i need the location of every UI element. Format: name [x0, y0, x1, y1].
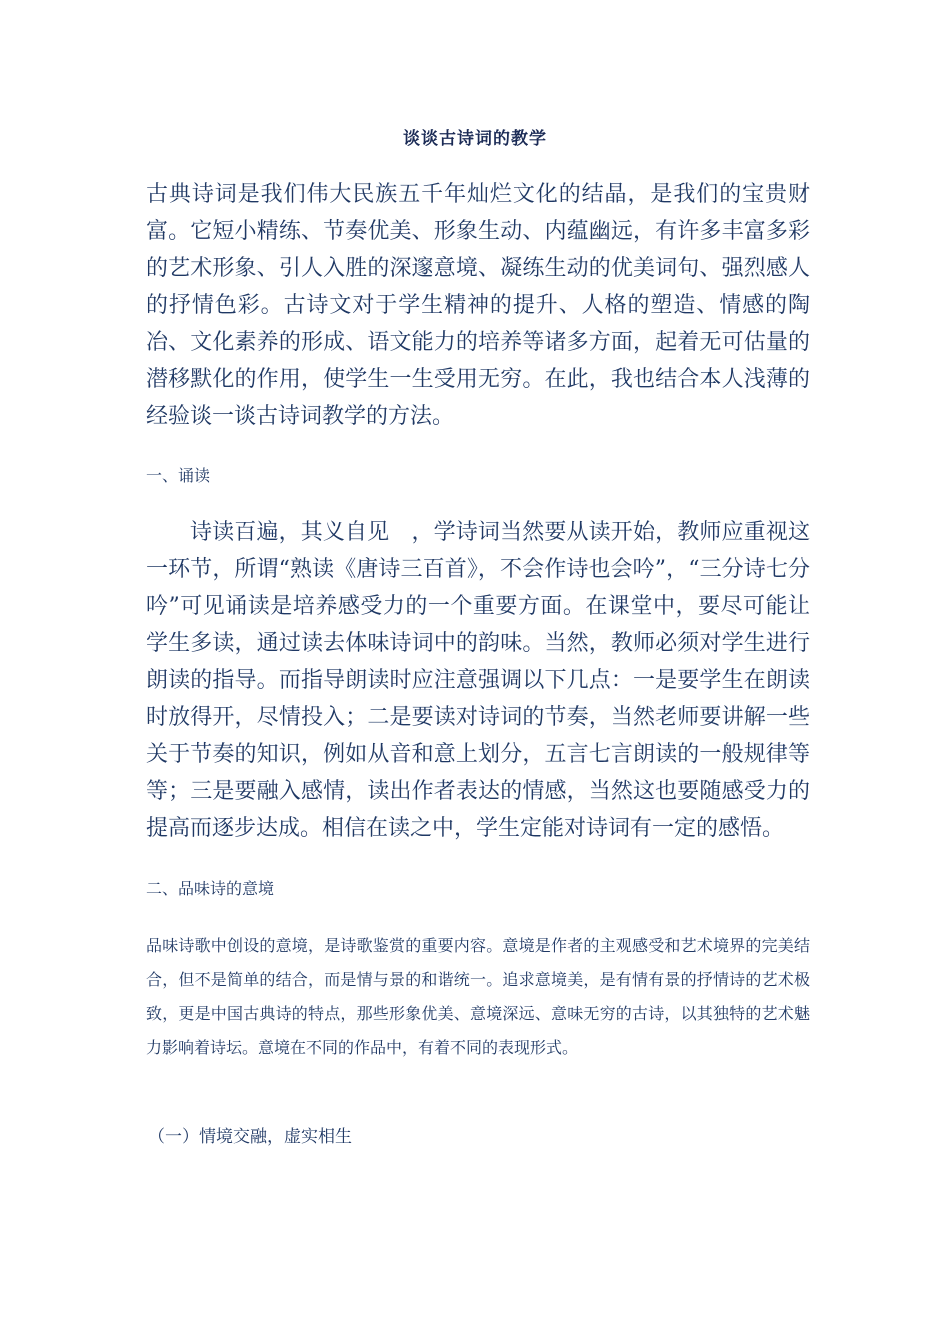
section-heading-recitation: 一、诵读 [146, 466, 211, 485]
document-title: 谈谈古诗词的教学 [403, 129, 547, 149]
intro-paragraph: 古典诗词是我们伟大民族五千年灿烂文化的结晶，是我们的宝贵财富。它短小精练、节奏优美、形象生动、内蕴幽远，有许多丰富多彩的艺术形象、引人入胜的深邃意境、凝练生动的优美词句、强烈感人的抒情色彩。古诗文对于学生精神的提升、人格的塑造、情感的陶冶、文化素养的形成、语文能力的培养等诸多方面，起着无可估量的潜移默化的作用，使学生一生受用无穷。在此，我也结合本人浅薄的经验谈一谈古诗词教学的方法。 [146, 182, 810, 429]
artistic-conception-paragraph: 品味诗歌中创设的意境，是诗歌鉴赏的重要内容。意境是作者的主观感受和艺术境界的完美结合，但不是简单的结合，而是情与景的和谐统一。追求意境美，是有情有景的抒情诗的艺术极致，更是中国古典诗的特点，那些形象优美、意境深远、意味无穷的古诗，以其独特的艺术魅力影响着诗坛。意境在不同的作品中，有着不同的表现形式。 [146, 936, 810, 1057]
section-heading-artistic-conception: 二、品味诗的意境 [146, 879, 275, 898]
subsection-heading: （一）情境交融，虚实相生 [148, 1127, 352, 1147]
recitation-paragraph: 诗读百遍，其义自见 ，学诗词当然要从读开始，教师应重视这一环节，所谓“熟读《唐诗三百首》，不会作诗也会吟”，“三分诗七分吟”可见诵读是培养感受力的一个重要方面。在课堂中，要尽可能让学生多读，通过读去体味诗词中的韵味。当然，教师必须对学生进行朗读的指导。而指导朗读时应注意强调以下几点：一是要学生在朗读时放得开，尽情投入；二是要读对诗词的节奏，当然老师要讲解一些关于节奏的知识，例如从音和意上划分，五言七言朗读的一般规律等等；三是要融入感情，读出作者表达的情感，当然这也要随感受力的提高而逐步达成。相信在读之中，学生定能对诗词有一定的感悟。 [146, 520, 810, 841]
